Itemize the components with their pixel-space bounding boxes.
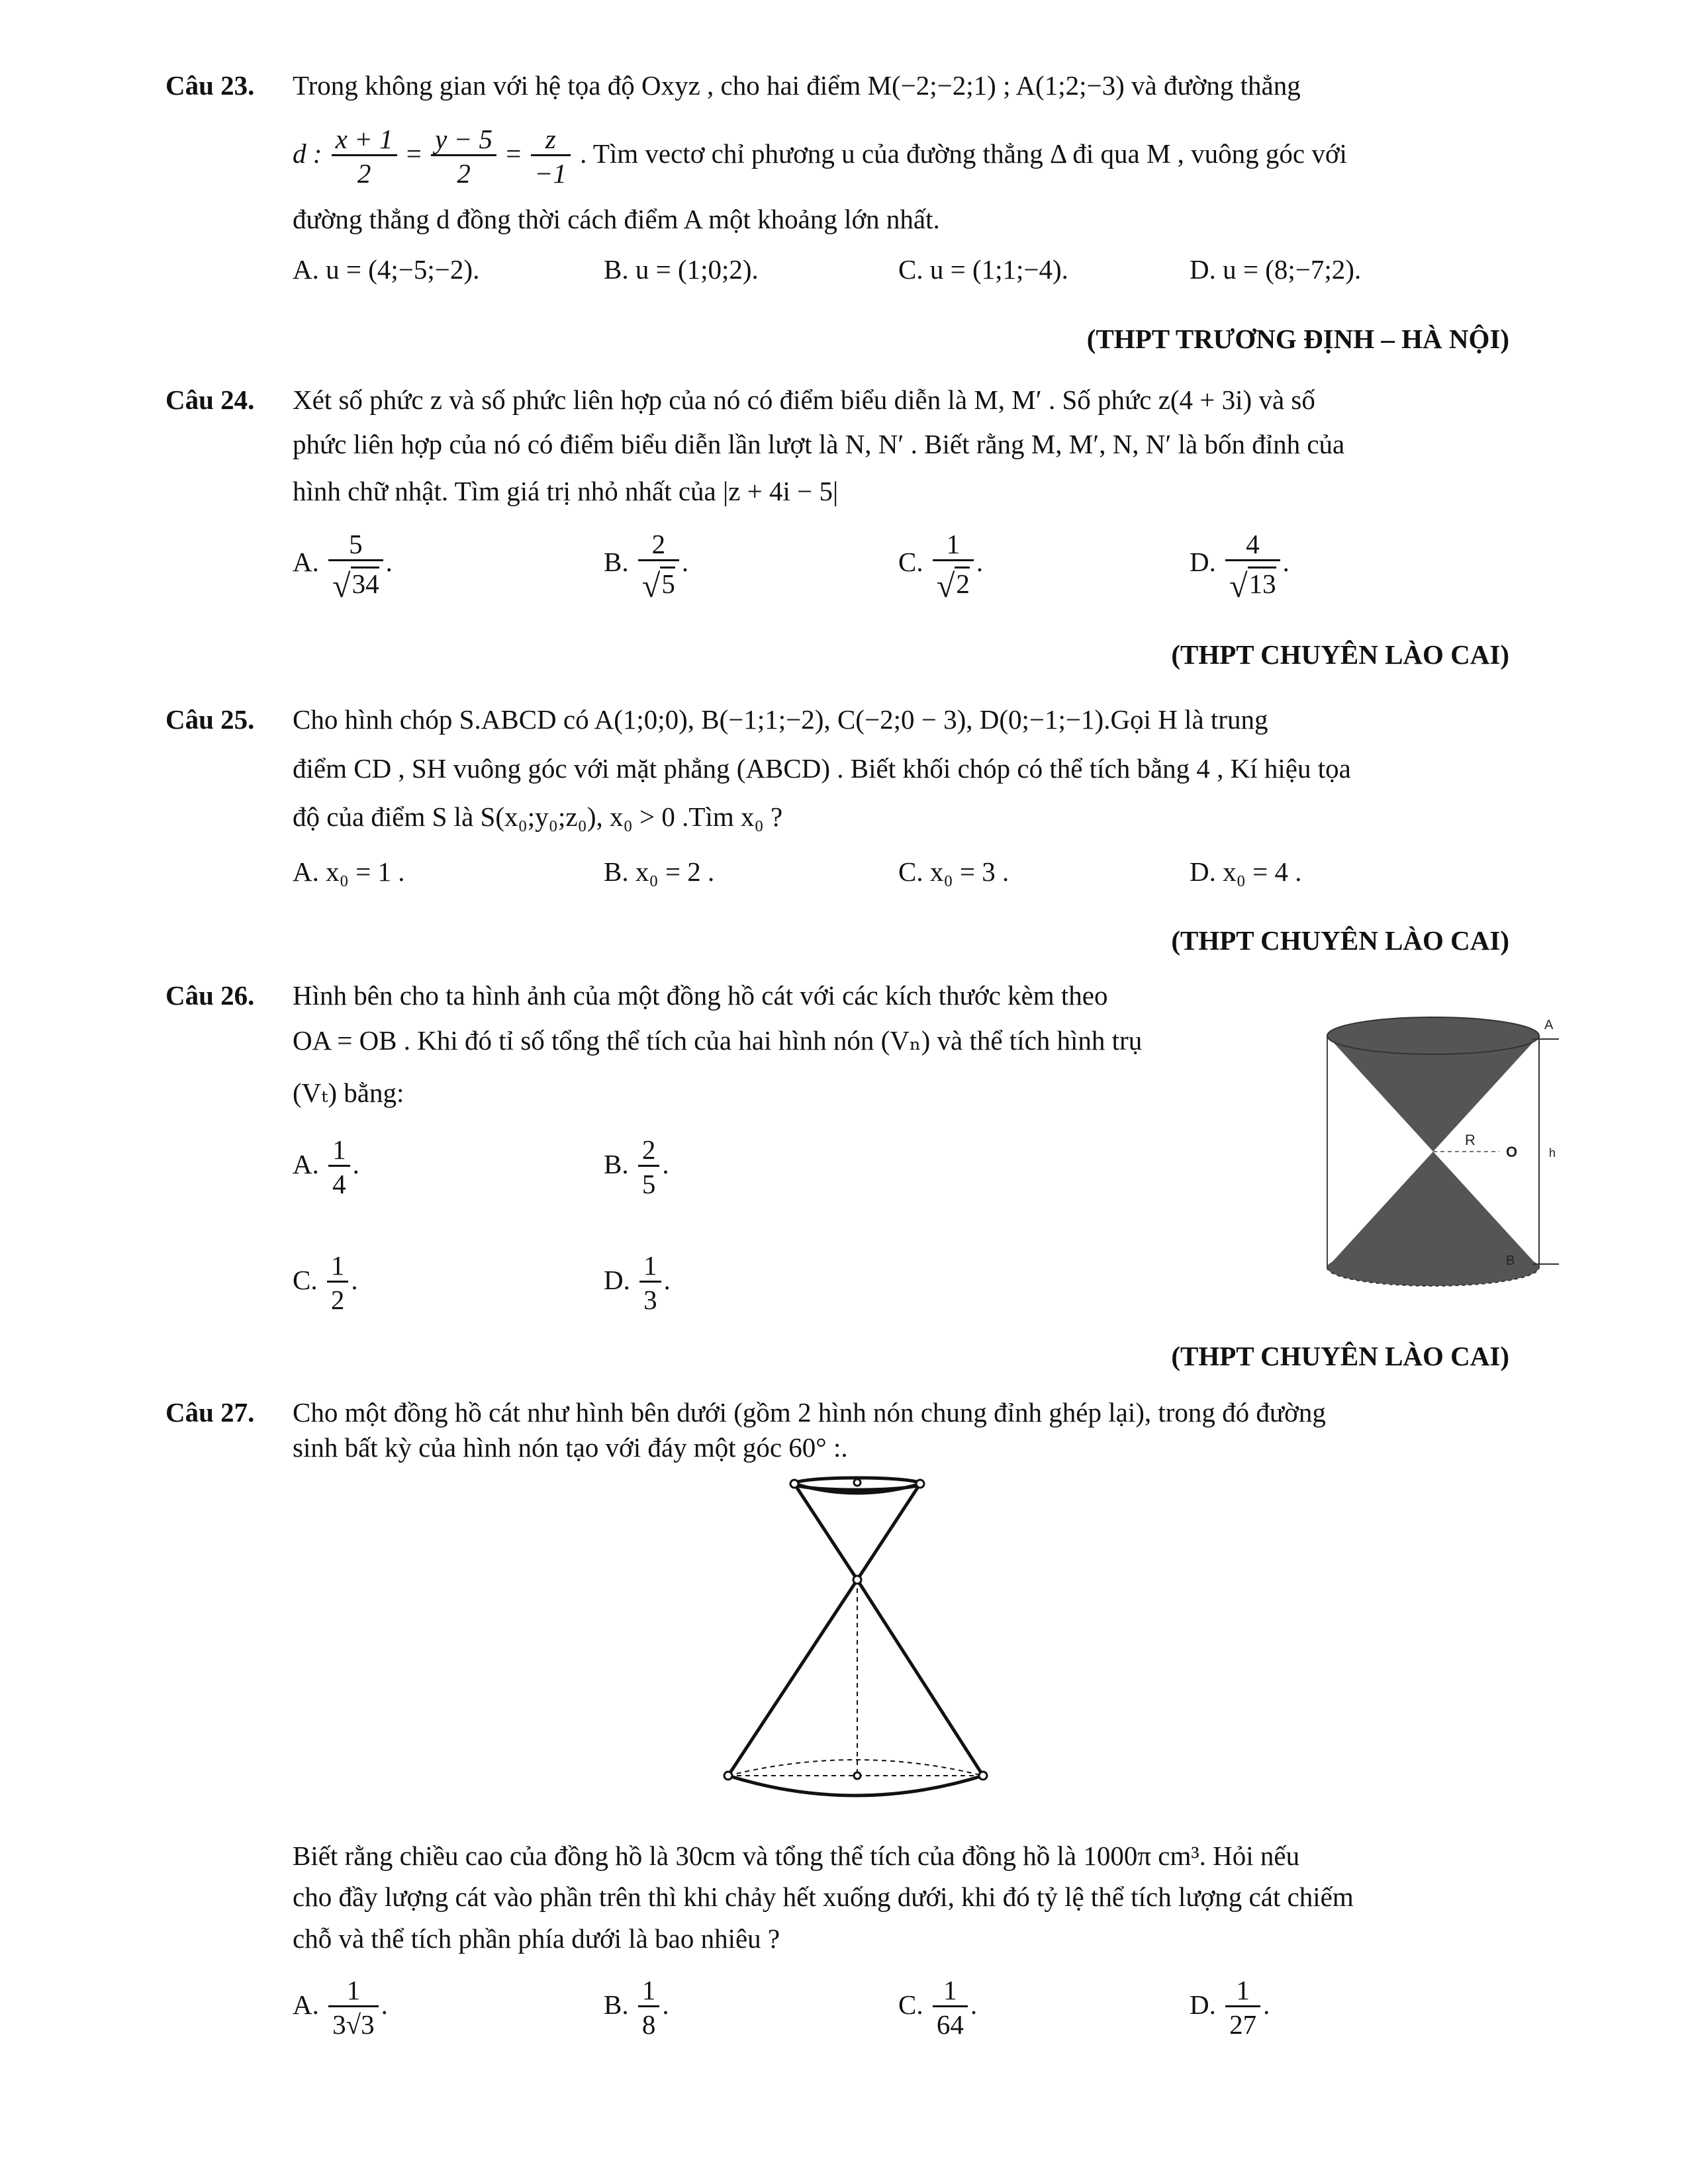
q27-line4: cho đầy lượng cát vào phần trên thì khi chảy hết xuống dưới, khi đó tỷ lệ thể tích lượng cát chiếm: [293, 1882, 1354, 1912]
q25-line3: độ của điểm S là S(x₀;y₀;z₀), x₀ > 0 .Tìm x₀ ?: [293, 801, 783, 832]
q24-line3: hình chữ nhật. Tìm giá trị nhỏ nhất của |z + 4i − 5|: [293, 476, 839, 506]
q25-label: Câu 25.: [165, 704, 255, 735]
q25-option-c[interactable]: C. x₀ = 3 .: [898, 856, 1009, 887]
q24-line1: Xét số phức z và số phức liên hợp của nó có điểm biểu diễn là M, M′ . Số phức z(4 + 3i) và số: [293, 385, 1315, 415]
q25-line1: Cho hình chóp S.ABCD có A(1;0;0), B(−1;1;−2), C(−2;0 − 3), D(0;−1;−1).Gọi H là trung: [293, 704, 1268, 735]
label-r: R: [1465, 1132, 1476, 1148]
q23-line2: d : $\frac{x + 1}{2}$ = $\frac{y - 5}{2}$ = $\frac{z}{-1}$ . Tìm vectơ chỉ phương u của đường thẳng Δ đi qua M , vuông góc với: [293, 124, 1347, 189]
hourglass-cylinder-figure: [1314, 1009, 1559, 1294]
q25-option-a[interactable]: A. x₀ = 1 .: [293, 856, 405, 887]
q27-option-d[interactable]: D. $\frac{1}{27}$ .: [1190, 1975, 1270, 2040]
q26-line2: OA = OB . Khi đó tỉ số tổng thể tích của hai hình nón (Vₙ) và thể tích hình trụ: [293, 1025, 1143, 1056]
label-o: O: [1506, 1144, 1518, 1160]
q26-option-c[interactable]: C. $\frac{1}{2}$ .: [293, 1250, 358, 1316]
q26-source: (THPT CHUYÊN LÀO CAI): [1171, 1341, 1509, 1371]
q26-line1: Hình bên cho ta hình ảnh của một đồng hồ cát với các kích thước kèm theo: [293, 980, 1108, 1011]
q27-line1: Cho một đồng hồ cát như hình bên dưới (gồm 2 hình nón chung đỉnh ghép lại), trong đó đường: [293, 1397, 1326, 1428]
q27-line2: sinh bất kỳ của hình nón tạo với đáy một góc 60° :.: [293, 1432, 848, 1463]
q24-label: Câu 24.: [165, 385, 255, 415]
label-b: B: [1506, 1253, 1515, 1268]
q24-option-c[interactable]: C. $\frac{1}{√2}$ .: [898, 529, 984, 605]
q24-source: (THPT CHUYÊN LÀO CAI): [1171, 639, 1509, 670]
q23-frac3: $\frac{z}{-1}$: [531, 124, 571, 189]
q27-option-b[interactable]: B. $\frac{1}{8}$ .: [604, 1975, 669, 2040]
q27-option-a[interactable]: A. $\frac{1}{3√3}$ .: [293, 1975, 388, 2040]
q25-option-d[interactable]: D. x₀ = 4 .: [1190, 856, 1302, 887]
q26-option-a[interactable]: A. $\frac{1}{4}$ .: [293, 1134, 359, 1200]
double-cone-points: [724, 1479, 987, 1780]
q26-line3: (Vₜ) bằng:: [293, 1077, 404, 1108]
double-cone-lines: [728, 1478, 983, 1796]
q27-line5: chỗ và thể tích phần phía dưới là bao nhiêu ?: [293, 1923, 780, 1954]
q23-option-c[interactable]: C. u = (1;1;−4).: [898, 254, 1068, 285]
q23-line-d: d :: [293, 138, 322, 169]
double-cone-figure: [715, 1473, 1006, 1817]
q23-line2-suffix: . Tìm vectơ chỉ phương u của đường thẳng Δ đi qua M , vuông góc với: [580, 138, 1347, 169]
q24-line2: phức liên hợp của nó có điểm biểu diễn lần lượt là N, N′ . Biết rằng M, M′, N, N′ là bốn đỉnh của: [293, 429, 1345, 459]
q24-option-a[interactable]: A. $\frac{5}{√34}$ .: [293, 529, 393, 605]
q24-option-b[interactable]: B. $\frac{2}{√5}$ .: [604, 529, 689, 605]
q25-source: (THPT CHUYÊN LÀO CAI): [1171, 925, 1509, 956]
label-a: A: [1544, 1018, 1554, 1032]
q23-source: (THPT TRƯƠNG ĐỊNH – HÀ NỘI): [1086, 324, 1509, 354]
q23-line3: đường thẳng d đồng thời cách điểm A một khoảng lớn nhất.: [293, 204, 940, 234]
q23-frac1: $\frac{x + 1}{2}$: [332, 124, 397, 189]
q25-line2: điểm CD , SH vuông góc với mặt phẳng (ABCD) . Biết khối chóp có thể tích bằng 4 , Kí hiệu tọa: [293, 753, 1351, 784]
q27-line3: Biết rằng chiều cao của đồng hồ là 30cm và tổng thể tích của đồng hồ là 1000π cm³. Hỏi nếu: [293, 1841, 1300, 1871]
q26-option-b[interactable]: B. $\frac{2}{5}$ .: [604, 1134, 669, 1200]
q23-option-d[interactable]: D. u = (8;−7;2).: [1190, 254, 1362, 285]
double-cone-dashed: [728, 1580, 983, 1776]
q25-option-b[interactable]: B. x₀ = 2 .: [604, 856, 715, 887]
q23-frac2: $\frac{y - 5}{2}$: [431, 124, 496, 189]
label-h: h: [1549, 1146, 1556, 1160]
q26-label: Câu 26.: [165, 980, 255, 1011]
q27-option-c[interactable]: C. $\frac{1}{64}$ .: [898, 1975, 978, 2040]
q23-line1: Trong không gian với hệ tọa độ Oxyz , cho hai điểm M(−2;−2;1) ; A(1;2;−3) và đường thẳng: [293, 70, 1301, 101]
q27-label: Câu 27.: [165, 1397, 255, 1428]
q26-option-d[interactable]: D. $\frac{1}{3}$ .: [604, 1250, 671, 1316]
q23-label: Câu 23.: [165, 70, 255, 101]
q24-option-d[interactable]: D. $\frac{4}{√13}$ .: [1190, 529, 1289, 605]
q23-option-a[interactable]: A. u = (4;−5;−2).: [293, 254, 480, 285]
q23-option-b[interactable]: B. u = (1;0;2).: [604, 254, 759, 285]
